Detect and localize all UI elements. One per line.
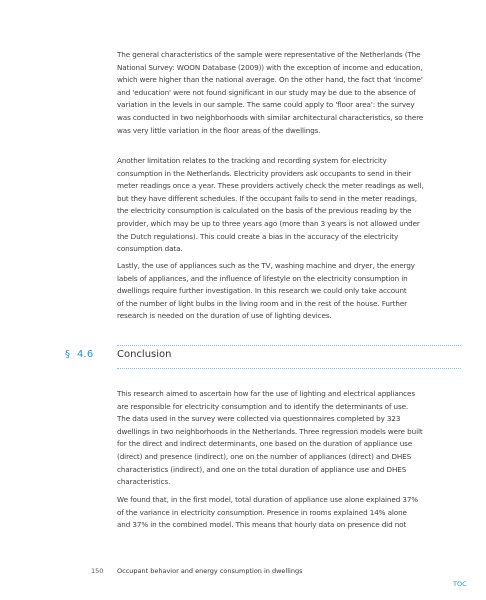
running-title: Occupant behavior and energy consumption in dwellings	[117, 567, 303, 575]
text-line: consumption data.	[117, 244, 183, 254]
text-line: The data used in the survey were collected via questionnaires completed by 323	[117, 414, 401, 424]
section-number-value: 4.6	[76, 349, 94, 360]
text-line: and 37% in the combined model. This means that hourly data on presence did not	[117, 520, 407, 530]
text-line: was very little variation in the floor areas of the dwellings.	[117, 125, 321, 135]
section-number	[65, 349, 93, 360]
section-divider-top	[117, 345, 461, 346]
text-line: which were higher than the national average. On the other hand, the fact that 'income'	[117, 75, 423, 85]
paragraph-further-investigation	[117, 260, 415, 323]
toc-link[interactable]: TOC	[453, 580, 467, 588]
text-line: consumption in the Netherlands. Electricity providers ask occupants to send in their	[117, 168, 412, 178]
text-line: variation in the levels in our sample. The same could apply to 'floor area': the survey	[117, 100, 415, 110]
text-line: (direct) and presence (indirect), one on the number of appliances (direct) and DHES	[117, 451, 412, 461]
paragraph-findings	[117, 494, 419, 532]
text-line: The general characteristics of the sample were representative of the Netherlands (The	[117, 50, 421, 59]
text-line: but they have different schedules. If the occupant fails to send in the meter readings,	[117, 193, 417, 203]
text-line: research is needed on the duration of use of lighting devices.	[117, 311, 332, 321]
text-line: Lastly, the use of appliances such as the TV, washing machine and dryer, the energy	[117, 261, 415, 270]
section-divider-bottom	[117, 368, 461, 369]
text-line: provider, which may be up to three years ago (more than 3 years is not allowed under	[117, 218, 420, 228]
text-line: meter readings once a year. These providers actively check the meter readings as well,	[117, 181, 424, 191]
page-number: 150	[91, 567, 104, 575]
text-line: the Dutch regulations). This could create a bias in the accuracy of the electricity	[117, 231, 399, 241]
paragraph-sample-characteristics	[117, 49, 424, 137]
text-line: dwellings require further investigation. In this research we could only take account	[117, 286, 407, 296]
text-line: are responsible for electricity consumption and to identify the determinants of use.	[117, 401, 409, 411]
text-line: for the direct and indirect determinants, one based on the duration of appliance use	[117, 439, 413, 449]
text-line: characteristics (indirect), and one on the total duration of appliance use and DHES	[117, 464, 407, 474]
text-line: of the number of light bulbs in the living room and in the rest of the house. Further	[117, 298, 408, 308]
text-line: dwellings in two neighborhoods in the Netherlands. Three regression models were built	[117, 426, 423, 436]
text-line: of the variance in electricity consumption. Presence in rooms explained 14% alone	[117, 507, 407, 517]
text-line: the electricity consumption is calculated on the basis of the previous reading by the	[117, 206, 412, 216]
paragraph-electricity-tracking-limitation	[117, 155, 424, 256]
text-line: This research aimed to ascertain how far the use of lighting and electrical appliances	[117, 389, 415, 398]
section-heading: Conclusion	[117, 349, 172, 360]
paragraph-research-aim	[117, 388, 423, 489]
text-line: Another limitation relates to the tracking and recording system for electricity	[117, 156, 387, 165]
text-line: and 'education' were not found significant in our study may be due to the absence of	[117, 87, 416, 97]
text-line: National Survey: WOON Database (2009)) with the exception of income and education,	[117, 62, 423, 72]
text-line: We found that, in the first model, total duration of appliance use alone explained 37%	[117, 495, 419, 504]
section-symbol: §	[65, 349, 71, 360]
text-line: was conducted in two neighborhoods with similar architectural characteristics, so there	[117, 112, 424, 122]
text-line: labels of appliances, and the influence of lifestyle on the electricity consumption in	[117, 273, 408, 283]
text-line: characteristics.	[117, 477, 171, 487]
